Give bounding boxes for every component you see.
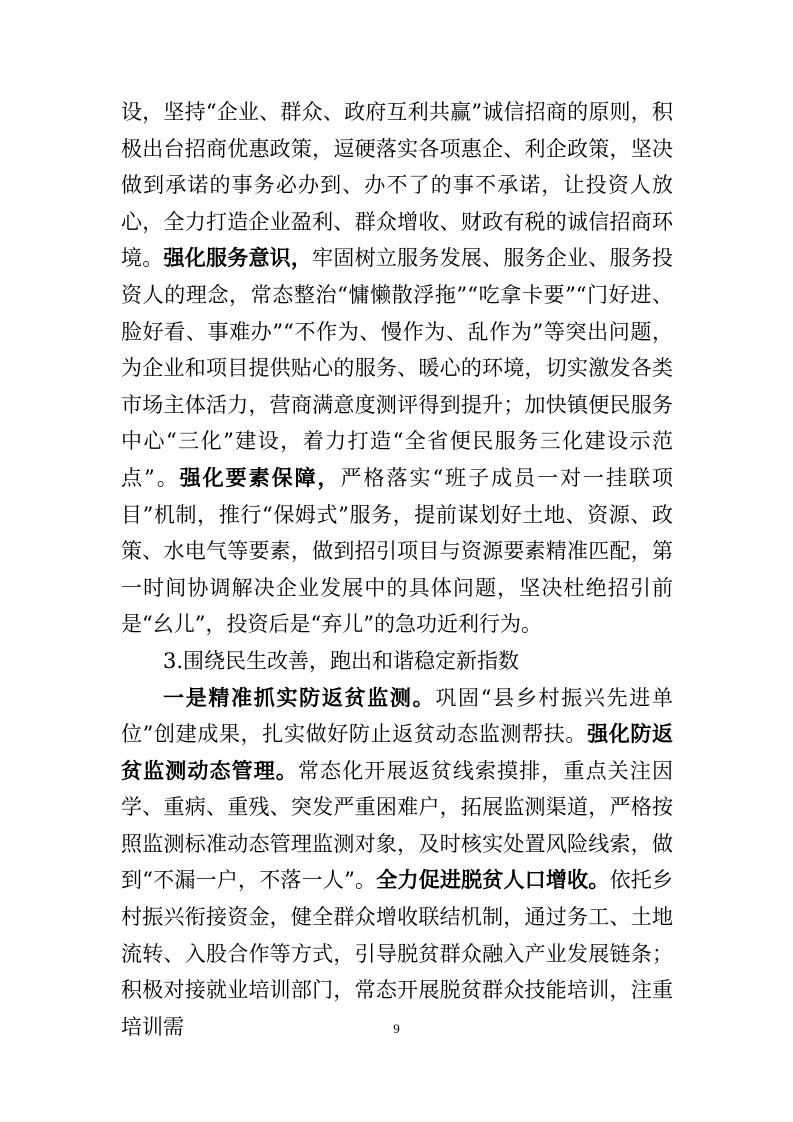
section-heading-livelihood: 3.围绕民生改善，跑出和谐稳定新指数: [163, 648, 520, 673]
paragraph-poverty-monitoring: [121, 680, 673, 1046]
bold-dynamic-management: 强化防返贫监测动态管理。: [121, 722, 674, 783]
bold-promote-income: 全力促进脱贫人口增收。: [376, 868, 610, 893]
text-service-awareness: 牢固树立服务发展、服务企业、服务投资人的理念，常态整治“慵懒散浮拖”“吃拿卡要”“门好进、脸好看、事难办”“不作为、慢作为、乱作为”等突出问题，为企业和项目提供贴心的服务、暖心的环境，切实激发各类市场主体活力，营商满意度测评得到提升；加快镇便民服务中心“三化”建设，着力打造“全省便民服务三化建设示范点”。: [121, 246, 674, 490]
bold-precise-monitoring: 一是精准抓实防返贫监测。: [163, 685, 436, 710]
text-promote-income: 依托乡村振兴衔接资金，健全群众增收联结机制，通过务工、土地流转、入股合作等方式，引导脱贫群众融入产业发展链条；积极对接就业培训部门，常态开展脱贫群众技能培训，注重培训需: [121, 868, 674, 1039]
text-consolidate-results: 巩固“县乡村振兴先进单位”创建成果，扎实做好防止返贫动态监测帮扶。: [121, 685, 673, 747]
paragraph-integrity-service-factors: [121, 94, 673, 643]
body-text: [121, 94, 673, 1045]
page-number: 9: [393, 1021, 400, 1036]
bold-strengthen-service-awareness: 强化服务意识，: [163, 246, 313, 271]
text-integrity-investment: 设，坚持“企业、群众、政府互利共赢”诚信招商的原则，积极出台招商优惠政策，逗硬落实各项惠企、利企政策，坚决做到承诺的事务必办到、办不了的事不承诺，让投资人放心，全力打造企业盈利、群众增收、财政有税的诚信招商环境。: [121, 100, 673, 271]
text-factor-guarantee: 严格落实“班子成员一对一挂联项目”机制，推行“保姆式”服务，提前谋划好土地、资源、政策、水电气等要素，做到招引项目与资源要素精准匹配，第一时间协调解决企业发展中的具体问题，坚决杜绝招引前是“幺儿”，投资后是“弃儿”的急功近利行为。: [121, 465, 673, 637]
bold-strengthen-factor-guarantee: 强化要素保障，: [179, 465, 341, 490]
text-dynamic-management: 常态化开展返贫线索摸排，重点关注因学、重病、重残、突发严重困难户，拓展监测渠道，严格按照监测标准动态管理监测对象，及时核实处置风险线索，做到“不漏一户，不落一人”。: [121, 758, 673, 893]
